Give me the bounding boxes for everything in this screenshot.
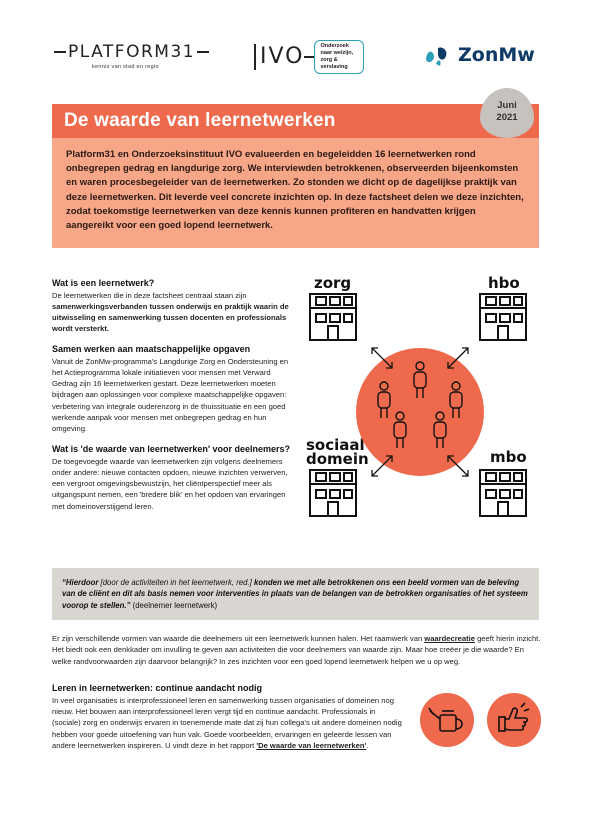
body-text-part: Er zijn verschillende vormen van waarde die deelnemers uit een leernetwerk kunnen halen. Het raamwerk van [52,634,425,643]
leernetwerk-diagram [300,270,540,550]
date-month: Juni [497,100,517,111]
section-waarde [52,444,292,512]
section-samen-werken [52,344,292,434]
body-paragraph [52,633,542,667]
section-heading: Wat is een leernetwerk? [52,278,155,288]
ivo-tagline-line: verslaving [320,64,348,70]
diagram-graphics [300,270,540,550]
page-title: De waarde van leernetwerken [64,110,336,131]
section-text: Vanuit de ZonMw-programma’s Langdurige Zorg en Ondersteuning en het Actieprogramma lokale initiatieven voor mensen met Verward Gedrag zijn 16 leernetwerken gestart. Deze leernetwerken moeten bijdragen aan oplossingen voor complexe maatschappelijke opgaven: verbetering van integrale ouderenzorg in de thuissituatie en een goed werkende aanpak voor mensen met onbegrepen gedrag en hun omgeving. [52,356,289,434]
section-text-part: . [366,741,369,751]
label-mbo: mbo [490,448,527,466]
left-column [52,278,292,522]
section-text [52,290,292,335]
hand-pointing-icon [487,693,541,747]
waardecreatie-link[interactable]: waardecreatie [424,634,475,643]
platform31-name: PLATFORM31 [68,42,196,62]
platform31-tagline: kennis van stad en regio [92,64,159,70]
watering-can-icon [420,693,474,747]
section-text-bold: samenwerkingsverbanden tussen onderwijs en praktijk waarin de uitwisseling en samenwerking tussen docenten en professionals wordt versterkt. [52,301,289,334]
label-zorg: zorg [314,274,352,292]
section-what-is [52,278,292,334]
zonmw-logo [422,42,535,68]
building-icon [310,470,356,516]
section-text [52,695,402,752]
section-heading: Wat is 'de waarde van leernetwerken' voor deelnemers? [52,444,291,455]
ivo-logo [254,40,364,74]
intro-box [52,138,539,248]
network-circle [356,348,484,476]
label-sociaal: sociaal [306,436,365,454]
quote-attribution: (deelnemer leernetwerk) [130,600,218,610]
building-icon [310,294,356,340]
platform31-logo [52,42,211,70]
section-text-part: In veel organisaties is interprofessioneel leren en samenwerking tussen organisaties of domeinen nog nieuw. Het bouwen aan interprofessioneel leren vergt tijd en continue aandacht. Professionals in (sociale) zorg en onderwijs ervaren in toenemende mate dat zij hun collega’s uit andere domeinen nodig hebben voor goede uitoefening van hun vak. Goede voorbeelden, ervaringen en geleerde lessen van andere leernetwerken inspireren. U vindt deze in het rapport [52,695,402,751]
building-icon [480,294,526,340]
title-bar [52,104,539,138]
header [0,0,591,100]
body-text [52,633,542,667]
ivo-tagline-box [314,40,364,74]
intro-text: Platform31 en Onderzoeksinstituut IVO evalueerden en begeleidden 16 leernetwerken rond onbegrepen gedrag en langdurige zorg. We interviewden betrokkenen, observeerden bijeenkomsten en waren procesbegeleider van de leernetwerken. Zo stonden we dicht op de dagelijkse praktijk van deze leernetwerken. Dit leverde veel concrete inzichten op. In deze factsheet delen we deze inzichten, zodat toekomstige leernetwerken van deze kennis kunnen profiteren en handvatten krijgen aangereikt voor een goed lopend leernetwerk. [66,149,524,232]
section-text-normal: De leernetwerken die in deze factsheet centraal staan zijn [52,290,247,300]
section-heading: Samen werken aan maatschappelijke opgaven [52,344,251,355]
label-hbo: hbo [488,274,520,292]
building-icon [480,470,526,516]
quote-open: “Hierdoor [62,578,99,587]
quote-inserted: [door de activiteiten in het leernetwerk, red.] [98,578,254,587]
ivo-tagline-line: naar welzijn, [320,50,354,56]
section-leren [52,683,402,752]
quote-box [52,568,539,620]
quote-bold: konden we met alle betrokkenen ons een beeld vormen van de beleving van de cliënt en dit als basis nemen voor interventies in plaats van de belangen van de betrokken organisaties of het systeem voorop te stellen.” [62,578,528,610]
body-text-part: geeft hierin inzicht. Het biedt ook een denkkader om invulling te geven aan activiteiten die voor deelnemers van waarde zijn. Maar hoe creëer je die waarde? En welke randvoorwaarden zijn daarvoor belangrijk? In zes inzichten voor een goed lopend leernetwerk helpen we u op weg. [52,634,541,666]
section-heading: Leren in leernetwerken: continue aandacht nodig [52,683,263,693]
section-text: De toegevoegde waarde van leernetwerken zijn volgens deelnemers onder andere: nieuwe contacten opdoen, nieuwe inzichten verwerven, een vergroot omgevingsbewustzijn, het cliëntperspectief meer als uitgangspunt nemen, een 'bredere blik' en het opdoen van ervaringen met domeinoverstijgend leren. [52,456,288,511]
ivo-name: IVO [254,44,304,70]
rapport-link[interactable]: 'De waarde van leernetwerken' [256,741,367,751]
ivo-tagline-line: Onderzoek [320,43,349,49]
zonmw-name: ZonMw [458,44,535,66]
quote-text [62,577,529,611]
ivo-tagline-line: zorg & [320,57,338,63]
label-domein: domein [306,450,369,468]
date-year: 2021 [496,112,518,123]
zonmw-mark-icon [422,42,452,68]
